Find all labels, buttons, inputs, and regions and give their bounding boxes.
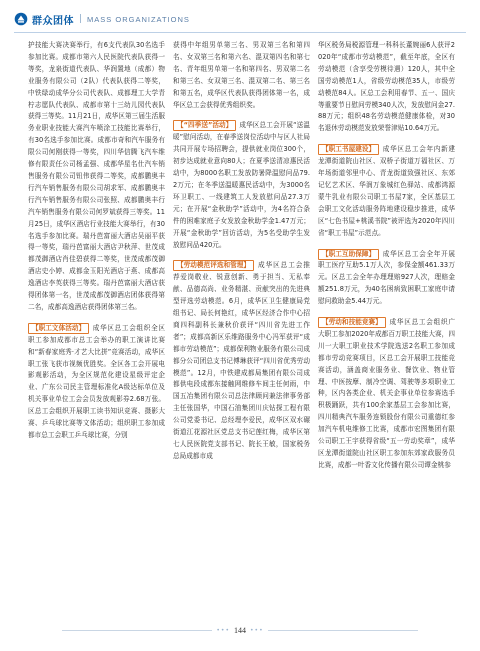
paragraph: 护技能大赛决赛举行，有6支代表队30名选手参加比赛。成都市第六人民医院代表队获得一等奖，龙泉街道代表队、华润置地（成都）物业服务有限公司（2队）代表队获得二等奖，中铁绿动成华分公司代表队、成都理工大学青柠志愿队代表队、成都市第十三幼儿园代表队获得三等奖。11月21日，成华区第三届生活服务业职业技能大赛汽车喷涂工技能比赛举行，有30名选手参加比赛。成都市奇和汽车服务有限公司何刚获得一等奖，四川华信腾飞汽车维修有限责任公司杨孟强、成都华星名仕汽车销售服务有限公司钮伟获得二等奖，成都鹏奥丰行汽车销售服务有限公司胡求军、成都鹏奥丰行汽车销售服务有限公司张照、成都鹏奥丰行汽车销售服务有限公司何罗斌获得三等奖。11月25日，成华区酒店行业技能大赛举行，有30名选手参加比赛。瑞丹芭富丽大酒店吴丽平获得一等奖，瑞丹芭富丽大酒店尹秋萍、世茂成都茂御酒店肖佳碧获得二等奖，世茂成都茂御酒店史小婷、成都金玉阳光酒店于燕、成都高逸酒店李英获得三等奖。瑞丹芭富丽大酒店获得团体第一名，世茂成都茂御酒店团体获得第二名，成都高逸酒店获得团体第三名。: [28, 41, 165, 311]
paragraph-section: 【劳动和技能竞赛】 成华区总工会组织广大职工参加2020年成都百万职工技能大赛，四川一大职工职业技术学院选送2名职工参加成都市劳动竞赛项目，区总工会开展职工技能竞赛活动，涵盖商业服务业、餐饮业、物业管理、中医按摩、制冷空调、驾驶等多项职业工种，区内各类企业、机关企事业单位参赛选手积极踊跃，共有100余家基层工会参加比赛，四川精典汽车服务连锁股份有限公司重德红参加汽车机电维修工比赛，成都市宏图集团有限公司职工王宇获得省级“五一劳动奖章”，成华区龙潭街道院山社区职工参加东郊家政服务员比赛，成都一叶香文化传播有限公司谭金桃参: [318, 318, 455, 469]
organization-logo-icon: [14, 12, 28, 26]
page-number: 144: [234, 625, 246, 635]
section-title: 群众团体: [32, 15, 74, 27]
header-divider: [14, 32, 466, 33]
paragraph: 华区税务局税源管理一科科长董婉丽6人获评2020年“成都市劳动模范”，截至年底，全区有劳动模范（含享受劳模待遇）120人，其中全国劳动模范1人，省级劳动模范35人，市级劳动模范84人。区总工会利用春节、五一、国庆等重要节日慰问劳模340人次，发放慰问金27.88万元；组织48名劳动模范健康体检，对30名退休劳动模范发放荣誉津贴10.64万元。: [318, 41, 455, 133]
paragraph-section: 【职工书屋建设】 成华区总工会年内新建龙潭街道院山社区、双桥子街道万福社区、万年场街道邻里中心、青龙街道致强社区、东郊记忆艺术区、华润万象城红色驿站、成都鸿源蒙牛乳业有限公司职工书屋7家，全区基层工会职工文化活动服务阵地建设稳步推进，成华区“七色书屋+桃溪书院”被评选为2020年四川省“职工书屋”示范点。: [318, 145, 455, 237]
footer-ornament: •••: [250, 626, 264, 634]
footer-rule-right: [268, 630, 418, 631]
footer-ornament: •••: [216, 626, 230, 634]
paragraph-section: 【职工文体活动】 成华区总工会组织全区职工参加成都市总工会举办的职工演讲比赛和“新春家庭秀·才艺大比拼”竞赛活动，成华区职工张飞获市视频优胜奖。全区各工会开展电影观影活动，为全区规范化建设星级评定企业、广东公司民主管理标准化A级达标单位及机关事业单位工会会员发放观影券2.68万张。区总工会组织开展职工读书知识竞赛、摄影大赛、乒乓球比赛等文体活动；组织职工参加成都市总工会职工乒乓球比赛，分别: [28, 323, 165, 439]
section-tag: 【“四季送”活动】: [173, 120, 236, 131]
paragraph-section: 【职工互助保障】 成华区总工会全年开展职工医疗互助5.1万人次，参保金额461.33万元。区总工会全年办理理赔927人次，理赔金额251.8万元，为40名困病致困职工家庭申请慰问救助金5.44万元。: [318, 249, 455, 306]
paragraph: 获得中年组男单第三名、男双第三名和第四名、女双第三名和第六名、混双第四名和第七名、青年组男单第一名和第四名、男双第二名和第三名、女双第三名、混双第二名、第三名和第五名，成华区代表队获得团体第一名，成华区总工会获得优秀组织奖。: [173, 41, 310, 109]
section-tag: 【劳动模范评选和管理】: [173, 260, 254, 271]
paragraph-section: 【“四季送”活动】 成华区总工会开展“送温暖”慰问活动，在春季送岗位活动中与区人社局共同开展专场招聘会，提供就业岗位300个，初步达成就业意向80人；在夏季送清凉惠民活动中，为8000名职工发放防暑降温慰问品79.2万元；在冬季送温暖惠民活动中，为3000名环卫职工、一线建筑工人发放慰问品27.3万元；在开展“金秋助学”活动中，为4名符合条件的困难家庭子女发放金秋助学金1.47万元；开展“金秋助学”回访活动，为5名受助学生发放慰问品420元。: [173, 121, 310, 249]
page-header: [14, 8, 466, 30]
footer-rule-left: [62, 630, 212, 631]
text-column-2: [173, 40, 310, 610]
section-tag: 【劳动和技能竞赛】: [318, 317, 386, 328]
page-footer: [0, 622, 480, 638]
section-tag: 【职工书屋建设】: [318, 144, 379, 155]
header-separator: |: [79, 14, 83, 24]
section-tag: 【职工文体活动】: [28, 323, 89, 334]
section-tag: 【职工互助保障】: [318, 249, 379, 260]
section-subtitle: MASS ORGANIZATIONS: [87, 14, 190, 24]
text-column-1: [28, 40, 165, 610]
article-body: [28, 40, 456, 610]
paragraph-section: 【劳动模范评选和管理】 成华区总工会推荐爱岗敬业、锐意创新、勇于担当、无私奉献、品德高尚、业务精湛、贡献突出的先进典型评选劳动模范。6月，成华区卫生健康局党组书记、局长何艳红，成华区经济合作中心招商四科副科长兼秋价获评“四川省先进工作者”；成都高新区乐维路服务中心冯军获评“成都市劳动模范”；成都保利物业服务有限公司成都分公司团总支书记傅琳获评“四川省优秀劳动模范”。12月，中铁建成都局集团有限公司成都供电段成都东接触网维修车间主任何雨，中国五冶集团有限公司总法律顾问兼法律事务部主任张国华，中国石油集团川庆钻探工程有限公司党委书记、总经理李爱民，成华区双水碾街道江花源社区党总支书记莲红梅，成华区第七人民医院党支部书记、院长王敏，国家税务总局成都市成: [173, 261, 310, 460]
text-column-3: [318, 40, 455, 610]
